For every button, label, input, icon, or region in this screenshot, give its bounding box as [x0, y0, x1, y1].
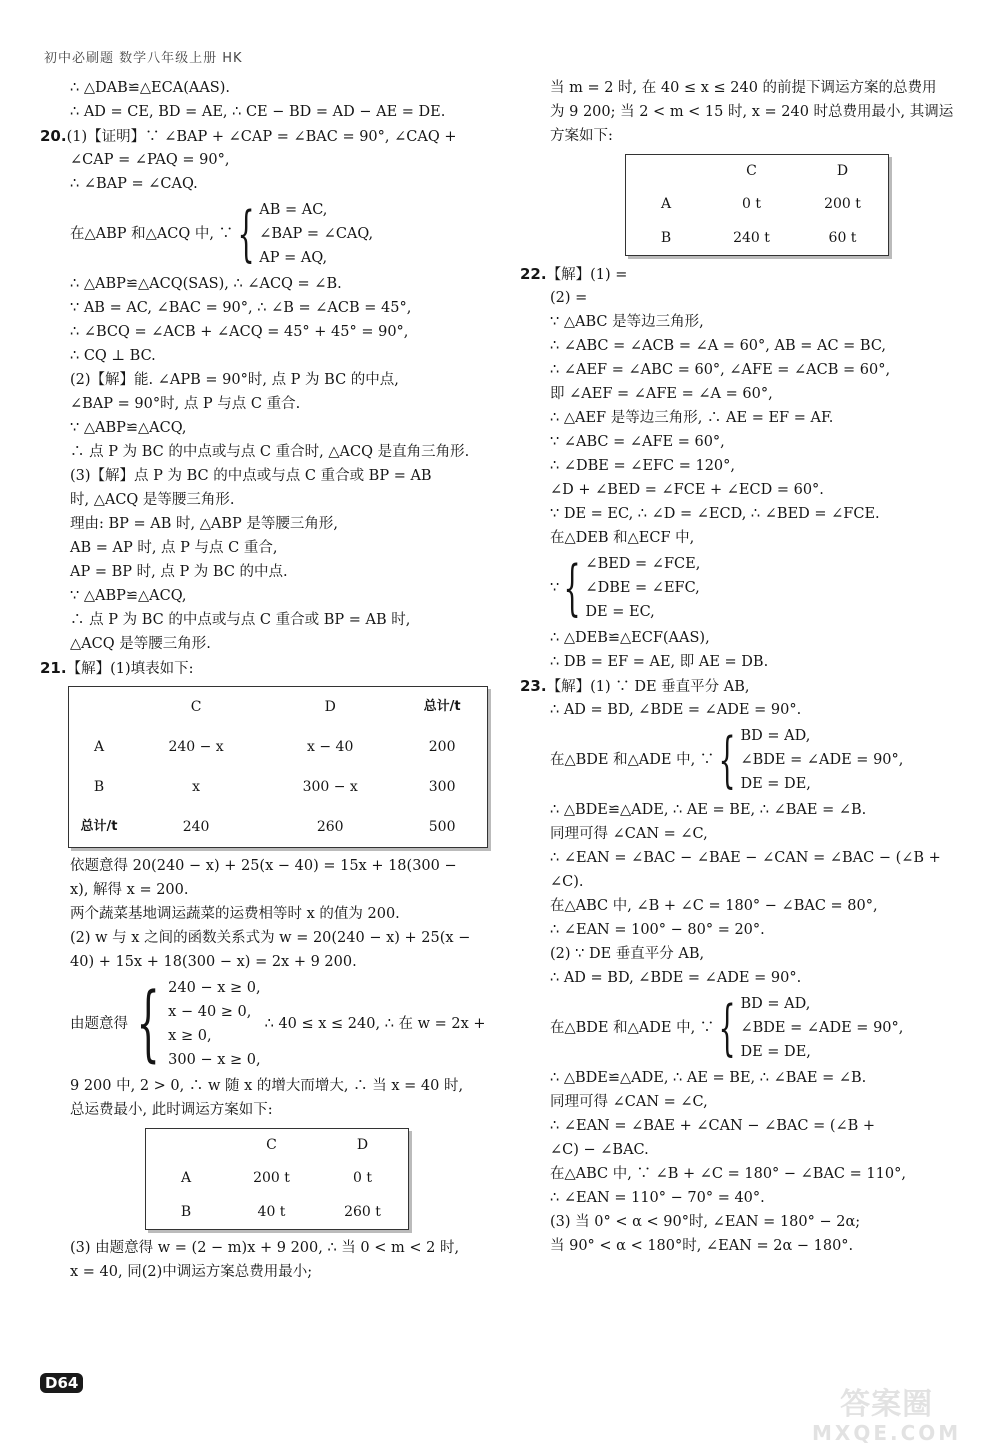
q21-line: 40) + 15x + 18(300 − x) = 2x + 9 200. [70, 954, 357, 970]
q20-line: ∴ CQ ⊥ BC. [70, 348, 156, 364]
q22-line: ∴ DB = EF = AE, 即 AE = DB. [550, 654, 769, 670]
q22-condition-system: ∵ { ∠BED = ∠FCE, ∠DBE = ∠EFC, DE = EC, [550, 553, 701, 623]
q22-line: ∵ ∠ABC = ∠AFE = 60°, [550, 434, 725, 450]
left-column [40, 76, 490, 1284]
q21-line: 当 m = 2 时, 在 40 ≤ x ≤ 240 的前提下调运方案的总费用 [550, 80, 937, 96]
brace-icon: { [718, 993, 736, 1063]
q20-line: 20.(1)【证明】∵ ∠BAP + ∠CAP = ∠BAC = 90°, ∠CAQ + [40, 127, 457, 145]
q22-line: ∴ ∠AEF = ∠ABC = 60°, ∠AFE = ∠ACB = 60°, [550, 362, 891, 378]
q20-line: ∴ ∠BCQ = ∠ACB + ∠ACQ = 45° + 45° = 90°, [70, 324, 409, 340]
q20-condition-system: 在△ABP 和△ACQ 中, ∵ { AB = AC, ∠BAP = ∠CAQ, AP = AQ, [70, 199, 374, 269]
q21-inequality-system: 由题意得 { 240 − x ≥ 0, x − 40 ≥ 0, x ≥ 0, 300 − x ≥ 0, ∴ 40 ≤ x ≤ 240, ∴ 在 w = 2x + [70, 976, 486, 1071]
question-number: 22. [520, 265, 547, 283]
q23-line: ∴ AD = BD, ∠BDE = ∠ADE = 90°. [550, 970, 802, 986]
q21-line: x), 解得 x = 200. [70, 882, 189, 898]
brace-icon: { [237, 199, 255, 269]
q23-line: ∴ ∠EAN = ∠BAC − ∠BAE − ∠CAN = ∠BAC − (∠B + [550, 850, 941, 866]
q20-line: AP = BP 时, 点 P 为 BC 的中点. [70, 564, 288, 580]
q19-line: ∴ AD = CE, BD = AE, ∴ CE − BD = AD − AE = DE. [70, 104, 446, 120]
watermark-url: MXQE.COM [812, 1421, 962, 1445]
q20-line: ∴ ∠BAP = ∠CAQ. [70, 176, 198, 192]
q23-line: 23.【解】(1) ∵ DE 垂直平分 AB, [520, 677, 750, 695]
brace-icon: { [718, 725, 736, 795]
page-number: D64 [40, 1373, 83, 1393]
q21-line: 21.【解】(1)填表如下: [40, 659, 194, 677]
q21-line: (2) w 与 x 之间的函数关系式为 w = 20(240 − x) + 25(x − [70, 930, 471, 946]
q22-line: ∴ ∠DBE = ∠EFC = 120°, [550, 458, 736, 474]
q22-line: ∵ △ABC 是等边三角形, [550, 314, 704, 330]
q21-line: 9 200 中, 2 > 0, ∴ w 随 x 的增大而增大, ∴ 当 x = 40 时, [70, 1078, 464, 1094]
q20-line: (2)【解】能. ∠APB = 90°时, 点 P 为 BC 的中点, [70, 372, 399, 388]
q21-table3: C D A 0 t 200 t B 240 t 60 t [625, 154, 889, 256]
q20-line: ∵ △ABP≌△ACQ, [70, 588, 187, 604]
watermark-title: 答案圈 [840, 1387, 934, 1422]
question-number: 20. [40, 127, 67, 145]
q21-table1: C D 总计/t A 240 − x x − 40 200 B x 300 − x 300 总计/t 240 260 500 [68, 686, 488, 848]
question-number: 21. [40, 659, 67, 677]
q20-line: 理由: BP = AB 时, △ABP 是等腰三角形, [70, 516, 338, 532]
q20-line: ∴ 点 P 为 BC 的中点或与点 C 重合时, △ACQ 是直角三角形. [70, 444, 470, 460]
q23-line: ∴ ∠EAN = 110° − 70° = 40°. [550, 1190, 765, 1206]
right-column [520, 76, 968, 1258]
q22-line: ∴ △AEF 是等边三角形, ∴ AE = EF = AF. [550, 410, 834, 426]
q21-line: 方案如下: [550, 128, 613, 144]
q22-line: ∠D + ∠BED = ∠FCE + ∠ECD = 60°. [550, 482, 824, 498]
q20-line: ∴ 点 P 为 BC 的中点或与点 C 重合或 BP = AB 时, [70, 612, 411, 628]
q23-condition-system-2: 在△BDE 和△ADE 中, ∵ { BD = AD, ∠BDE = ∠ADE = 90°, DE = DE, [550, 993, 904, 1063]
q23-line: (3) 当 0° < α < 90°时, ∠EAN = 180° − 2α; [550, 1214, 861, 1230]
q20-line: 时, △ACQ 是等腰三角形. [70, 492, 235, 508]
q21-line: 两个蔬菜基地调运蔬菜的运费相等时 x 的值为 200. [70, 906, 400, 922]
q21-line: 总运费最小, 此时调运方案如下: [70, 1102, 273, 1118]
brace-icon: { [563, 553, 581, 623]
q21-line: 依题意得 20(240 − x) + 25(x − 40) = 15x + 18(300 − [70, 858, 457, 874]
q23-line: ∴ ∠EAN = 100° − 80° = 20°. [550, 922, 765, 938]
q20-line: AB = AP 时, 点 P 与点 C 重合, [70, 540, 278, 556]
q22-line: ∵ DE = EC, ∴ ∠D = ∠ECD, ∴ ∠BED = ∠FCE. [550, 506, 880, 522]
q23-line: 当 90° < α < 180°时, ∠EAN = 2α − 180°. [550, 1238, 854, 1254]
q23-line: ∴ △BDE≌△ADE, ∴ AE = BE, ∴ ∠BAE = ∠B. [550, 1070, 867, 1086]
q20-line: (3)【解】点 P 为 BC 的中点或与点 C 重合或 BP = AB [70, 468, 432, 484]
q22-line: ∴ ∠ABC = ∠ACB = ∠A = 60°, AB = AC = BC, [550, 338, 887, 354]
q23-line: 同理可得 ∠CAN = ∠C, [550, 1094, 708, 1110]
q22-line: 即 ∠AEF = ∠AFE = ∠A = 60°, [550, 386, 773, 402]
q23-line: ∠C) − ∠BAC. [550, 1142, 649, 1158]
q21-line: (3) 由题意得 w = (2 − m)x + 9 200, ∴ 当 0 < m < 2 时, [70, 1240, 460, 1256]
q22-line: 在△DEB 和△ECF 中, [550, 530, 695, 546]
q23-line: ∴ ∠EAN = ∠BAE + ∠CAN − ∠BAC = (∠B + [550, 1118, 876, 1134]
q23-line: ∠C). [550, 874, 584, 890]
q23-condition-system-1: 在△BDE 和△ADE 中, ∵ { BD = AD, ∠BDE = ∠ADE = 90°, DE = DE, [550, 725, 904, 795]
watermark-logo [812, 1388, 961, 1444]
q23-line: ∴ AD = BD, ∠BDE = ∠ADE = 90°. [550, 702, 802, 718]
q22-line: ∴ △DEB≌△ECF(AAS), [550, 630, 710, 646]
question-number: 23. [520, 677, 547, 695]
brace-icon: { [136, 976, 160, 1071]
q22-line: 22.【解】(1) = [520, 265, 628, 283]
q20-line: ∠CAP = ∠PAQ = 90°, [70, 152, 230, 168]
q20-line: ∵ AB = AC, ∠BAC = 90°, ∴ ∠B = ∠ACB = 45°, [70, 300, 412, 316]
q20-line: ∵ △ABP≌△ACQ, [70, 420, 187, 436]
q23-line: 同理可得 ∠CAN = ∠C, [550, 826, 708, 842]
q23-line: (2) ∵ DE 垂直平分 AB, [550, 946, 705, 962]
q21-line: 为 9 200; 当 2 < m < 15 时, x = 240 时总费用最小, 其调运 [550, 104, 954, 120]
q20-line: ∠BAP = 90°时, 点 P 与点 C 重合. [70, 396, 301, 412]
q23-line: 在△ABC 中, ∠B + ∠C = 180° − ∠BAC = 80°, [550, 898, 878, 914]
q22-line: (2) = [550, 290, 588, 306]
q20-line: △ACQ 是等腰三角形. [70, 636, 211, 652]
q23-line: ∴ △BDE≌△ADE, ∴ AE = BE, ∴ ∠BAE = ∠B. [550, 802, 867, 818]
running-header: 初中必刷题 数学八年级上册 HK [44, 51, 243, 66]
q21-table2: C D A 200 t 0 t B 40 t 260 t [145, 1128, 409, 1230]
q23-line: 在△ABC 中, ∵ ∠B + ∠C = 180° − ∠BAC = 110°, [550, 1166, 906, 1182]
q21-line: x = 40, 同(2)中调运方案总费用最小; [70, 1264, 313, 1280]
q20-line: ∴ △ABP≌△ACQ(SAS), ∴ ∠ACQ = ∠B. [70, 276, 342, 292]
q19-line: ∴ △DAB≌△ECA(AAS). [70, 80, 230, 96]
